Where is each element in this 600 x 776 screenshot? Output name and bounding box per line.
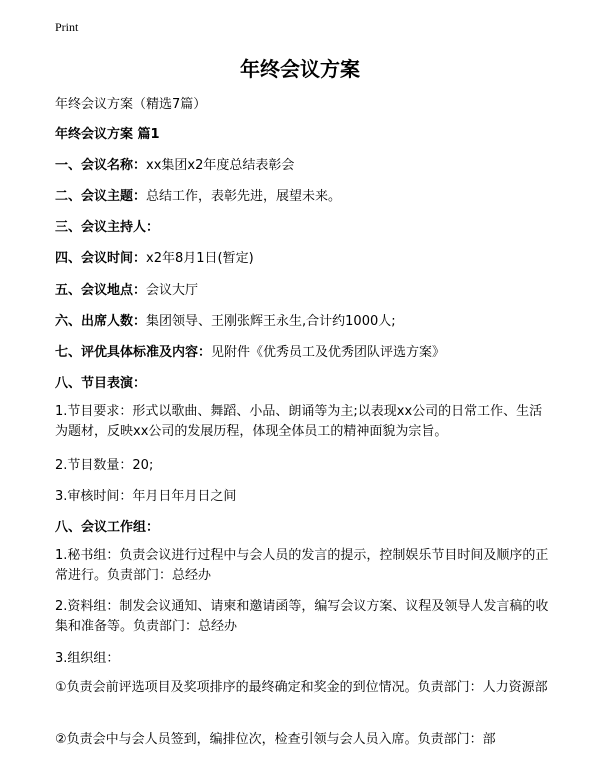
meeting-item-theme	[55, 188, 555, 205]
item-label: 二、会议主题：	[55, 189, 147, 204]
program-heading: 八、节目表演：	[55, 376, 147, 391]
meeting-item-attendees	[55, 313, 555, 330]
item-value: xx集团x2年度总结表彰会	[146, 158, 295, 173]
program-paragraph-2: 2.节目数量：20;	[55, 458, 154, 473]
program-paragraph-1: 1.节目要求：形式以歌曲、舞蹈、小品、朗诵等为主;以表现xx公司的日常工作、生活为题材，反映xx公司的发展历程，体现全体员工的精神面貌为宗旨。	[55, 404, 543, 439]
item-value: 集团领导、王刚张辉王永生,合计约1000人;	[146, 314, 396, 329]
item-value: 总结工作，表彰先进，展望未来。	[146, 189, 342, 204]
page-title: 年终会议方案	[240, 57, 360, 81]
work-paragraph-1: 1.秘书组：负责会议进行过程中与会人员的发言的提示，控制娱乐节目时间及顺序的正常进行。负责部门：总经办	[55, 548, 549, 583]
print-link[interactable]: Print	[55, 20, 79, 34]
meeting-item-criteria	[55, 344, 555, 361]
subtitle: 年终会议方案（精选7篇）	[55, 97, 207, 112]
item-value: x2年8月1日(暂定)	[146, 251, 254, 266]
work-paragraph-2: 2.资料组：制发会议通知、请柬和邀请函等，编写会议方案、议程及领导人发言稿的收集和准备等。负责部门：总经办	[55, 599, 549, 634]
section-heading: 年终会议方案 篇1	[55, 127, 160, 142]
work-heading: 八、会议工作组：	[55, 520, 160, 535]
item-value: 见附件《优秀员工及优秀团队评选方案》	[211, 345, 446, 360]
work-paragraph-3b: ②负责会中与会人员签到，编排位次，检查引领与会人员入席。负责部门：部	[55, 732, 496, 747]
item-label: 六、出席人数：	[55, 314, 147, 329]
meeting-item-location	[55, 282, 555, 299]
item-label: 三、会议主持人：	[55, 220, 160, 235]
work-paragraph-3: 3.组织组：	[55, 651, 120, 666]
program-paragraph-3: 3.审核时间：年月日年月日之间	[55, 489, 237, 504]
item-label: 七、评优具体标准及内容：	[55, 345, 212, 360]
meeting-item-time	[55, 250, 555, 267]
item-label: 五、会议地点：	[55, 283, 147, 298]
item-value: 会议大厅	[146, 283, 199, 298]
meeting-item-host	[55, 219, 555, 236]
work-paragraph-3a: ①负责会前评选项目及奖项排序的最终确定和奖金的到位情况。负责部门：人力资源部	[55, 680, 548, 695]
item-label: 一、会议名称：	[55, 158, 147, 173]
item-label: 四、会议时间：	[55, 251, 147, 266]
meeting-item-name	[55, 157, 555, 174]
